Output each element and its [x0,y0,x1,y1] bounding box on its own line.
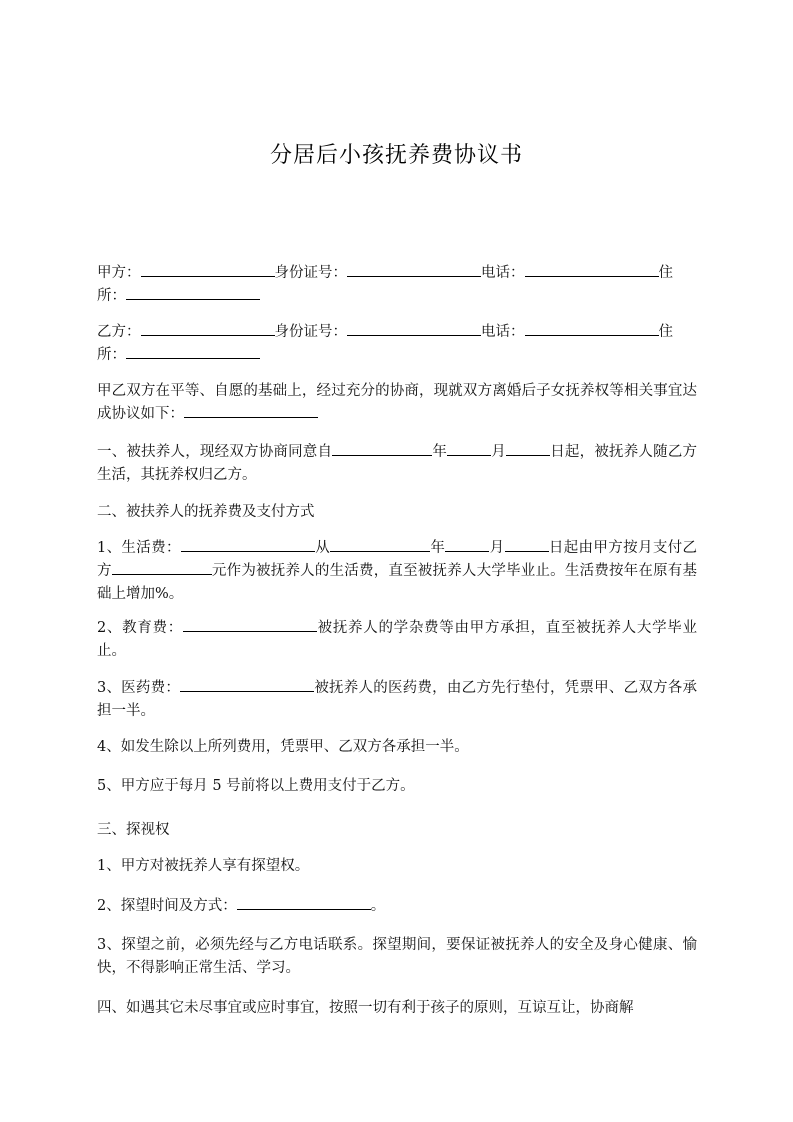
party-a-phone-blank[interactable] [525,262,659,277]
education-cost-label: 2、教育费： [97,620,183,636]
living-cost-amount-blank[interactable] [112,560,212,575]
party-b-label: 乙方： [97,324,141,340]
section-1-text-2: 日起，被抚养人随乙方生活，其抚养权归乙方。 [97,444,698,483]
section-3-item-1: 1、甲方对被抚养人享有探望权。 [97,858,310,874]
education-cost-blank[interactable] [183,617,317,632]
section-1-text-1: 一、被扶养人，现经双方协商同意自 [97,444,333,460]
section-2-item-4: 4、如发生除以上所列费用，凭票甲、乙双方各承担一半。 [97,739,469,755]
living-cost-text-3: 元作为被抚养人的生活费，直至被抚养人大学毕业止。生活费按年在原有基础上增加%。 [97,563,698,602]
medical-cost-text: 被抚养人的医药费，由乙方先行垫付，凭票甲、乙双方各承担一半。 [97,680,697,719]
party-a-id-blank[interactable] [347,262,481,277]
party-a-address-label-1: 住 [658,265,673,281]
section-1-month: 月 [491,444,507,460]
section-4-paragraph: 四、如遇其它未尽事宜或应时事宜，按照一切有利于孩子的原则，互谅互让，协商解 [97,1000,634,1016]
living-cost-day-blank[interactable] [505,537,549,552]
party-b-address-blank[interactable] [126,344,260,359]
section-2-item-3 [97,677,697,723]
living-cost-year-blank[interactable] [330,537,430,552]
section-2-item-2 [97,617,697,663]
party-b-phone-label: 电话： [481,324,525,340]
section-3-item-2 [97,895,697,918]
intro-paragraph [97,380,697,426]
living-cost-from: 从 [314,540,331,556]
party-a-id-label: 身份证号： [274,265,347,281]
visit-method-label: 2、探望时间及方式： [97,898,237,914]
party-a-address-blank[interactable] [126,285,260,300]
section-1-day-blank[interactable] [506,441,550,456]
section-2-item-5: 5、甲方应于每月 5 号前将以上费用支付于乙方。 [97,778,415,794]
medical-cost-label: 3、医药费： [97,680,181,696]
living-cost-month: 月 [489,540,505,556]
party-b-phone-blank[interactable] [525,321,659,336]
section-3-item-3: 3、探望之前，必须先经与乙方电话联系。探望期间，要保证被抚养人的安全及身心健康、愉快，不得影响正常生活、学习。 [97,937,697,976]
section-1-date-blank[interactable] [332,441,432,456]
party-b-id-blank[interactable] [347,321,481,336]
living-cost-blank[interactable] [181,537,315,552]
section-1-paragraph [97,441,697,487]
document-title: 分居后小孩抚养费协议书 [269,143,523,168]
party-a-address-label-2: 所： [97,288,126,304]
party-b-line [97,321,697,367]
party-b-id-label: 身份证号： [274,324,347,340]
intro-blank[interactable] [184,403,318,418]
living-cost-text-2: 日起由甲方按月支付乙方 [97,540,698,579]
living-cost-month-blank[interactable] [445,537,489,552]
intro-text: 甲乙双方在平等、自愿的基础上，经过充分的协商，现就双方离婚后子女抚养权等相关事宜达成协议如下： [97,383,697,422]
section-1-month-blank[interactable] [447,441,491,456]
party-b-address-label-2: 所： [97,347,126,363]
party-a-phone-label: 电话： [481,265,525,281]
section-2-item-1 [97,537,697,606]
section-1-year: 年 [432,444,448,460]
party-a-label: 甲方： [97,265,141,281]
living-cost-year: 年 [430,540,446,556]
living-cost-label: 1、生活费： [97,540,181,556]
party-a-name-blank[interactable] [141,262,275,277]
section-3-heading: 三、探视权 [97,822,170,838]
medical-cost-blank[interactable] [180,677,314,692]
section-2-heading: 二、被扶养人的抚养费及支付方式 [97,504,315,520]
visit-method-end: 。 [370,898,386,914]
party-b-address-label-1: 住 [658,324,673,340]
education-cost-text: 被抚养人的学杂费等由甲方承担，直至被抚养人大学毕业止。 [97,620,697,659]
visit-method-blank[interactable] [237,895,371,910]
party-b-name-blank[interactable] [141,321,275,336]
party-a-line [97,262,697,308]
